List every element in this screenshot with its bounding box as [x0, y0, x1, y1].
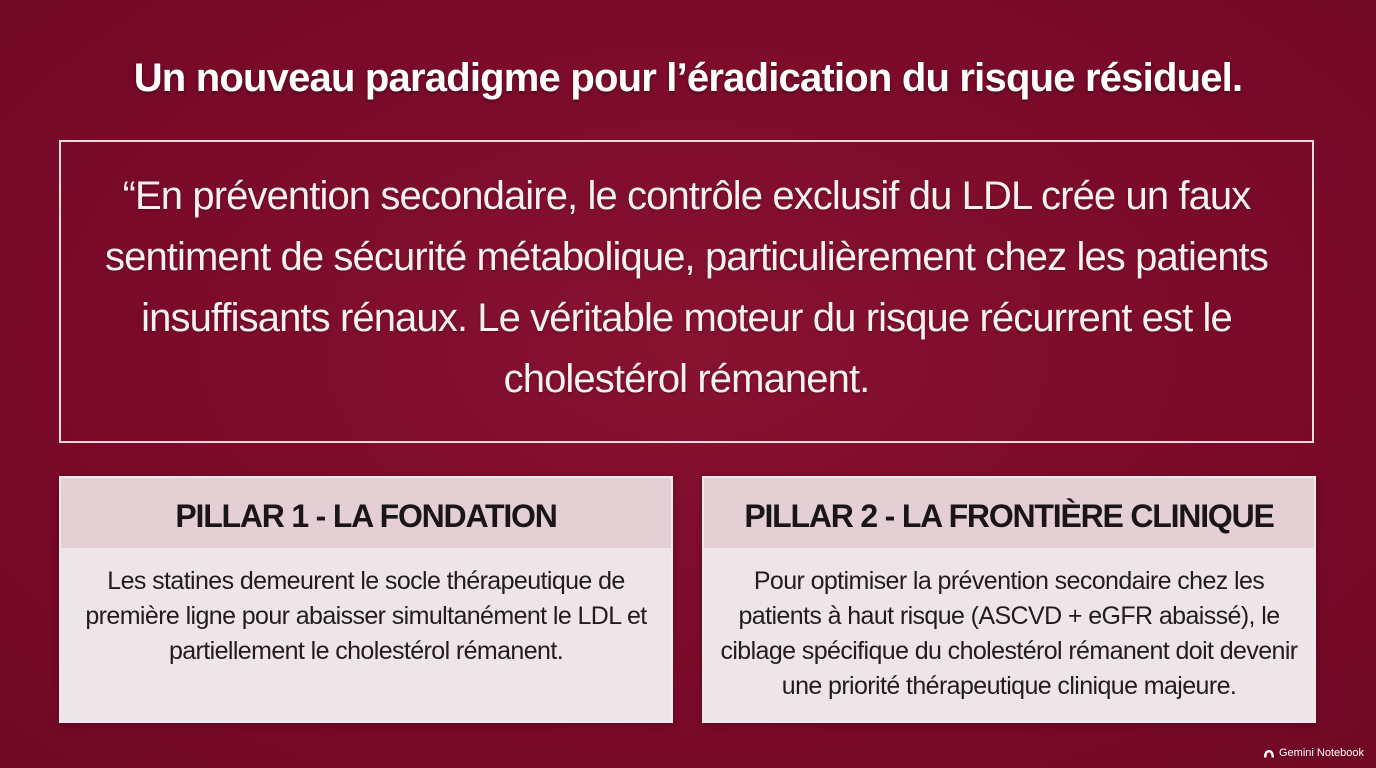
pillar-card-1 — [59, 476, 673, 723]
pillar-text-2: Pour optimiser la prévention secondaire chez les patients à haut risque (ASCVD + eGFR abaissé), le ciblage spécifique du cholestérol rémanent doit devenir une priorité thérapeutique clinique majeure. — [720, 567, 1298, 700]
quote-text: “En prévention secondaire, le contrôle exclusif du LDL crée un faux sentiment de sécurité métabolique, particulièrement chez les patients insuffisants rénaux. Le véritable moteur du risque récurrent est le cholestérol rémanent. — [105, 173, 1268, 401]
pillar-title-1: PILLAR 1 - LA FONDATION — [175, 497, 557, 534]
brand-watermark — [1263, 747, 1364, 759]
quote-box — [59, 140, 1314, 443]
pillar-text-1: Les statines demeurent le socle thérapeutique de première ligne pour abaisser simultanément le LDL et partiellement le cholestérol rémanent. — [85, 567, 647, 665]
notebook-logo-icon — [1263, 749, 1275, 758]
pillar-header-2 — [704, 478, 1314, 548]
pillar-header-1 — [61, 478, 671, 548]
brand-label: Gemini Notebook — [1279, 747, 1364, 759]
pillar-card-2 — [702, 476, 1316, 723]
pillar-title-2: PILLAR 2 - LA FRONTIÈRE CLINIQUE — [744, 497, 1274, 534]
page-title: Un nouveau paradigme pour l’éradication du risque résiduel. — [133, 56, 1243, 100]
